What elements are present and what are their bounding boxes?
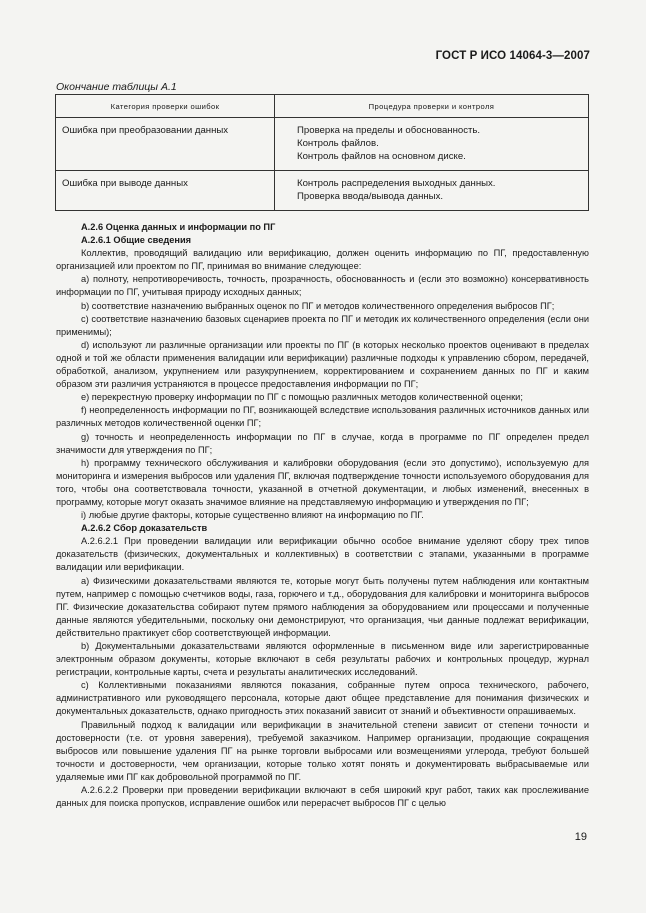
column-header-procedure: Процедура проверки и контроля [275,95,589,118]
table-header-row [56,95,589,118]
table-cell-category: Ошибка при выводе данных [56,171,275,211]
table-cell-procedure [275,118,589,171]
table-cell-procedure [275,171,589,211]
list-item: с) соответствие назначению базовых сценариев проекта по ПГ и методик их количественного определения (если они применимы); [56,313,589,337]
list-item: с) Коллективными показаниями являются показания, собранные путем опроса технического, рабочего, административного или руководящего персонала, которые дают общее представление для понимания физических и документальных доказательств, однако пригодность этих показаний зависит от знаний и объективности опрашиваемых. [56,680,589,717]
page-number: 19 [574,831,587,843]
table-cell-category: Ошибка при преобразовании данных [56,118,275,171]
list-item: е) перекрестную проверку информации по ПГ с помощью различных методов количественной оценки; [81,392,523,403]
column-header-category: Категория проверки ошибок [56,95,275,118]
list-item: f) неопределенность информации по ПГ, возникающей вследствие использования различных источников данных или различных методов количественной оценки ПГ; [56,405,589,429]
table-row [56,118,589,171]
list-item: h) программу технического обслуживания и калибровки оборудования (если это допустимо), используемую для мониторинга и измерения выбросов или удаления ПГ, включая подтверждение точности используемого оборудования для того, чтобы она соответствовала точности, указанной в отчетной документации, и любых изменений, внесенных в программу, которые могут оказать значимое влияние на представляемую информацию и утверждения по ПГ; [56,457,589,507]
list-item: i) любые другие факторы, которые существенно влияют на информацию по ПГ. [81,510,424,521]
table-row [56,171,589,211]
paragraph: А.2.6.2.1 При проведении валидации или верификации обычно особое внимание уделяют сбору трех типов доказательств (физических, документальных и коллективных) в соответствии с этапами, указанными в программе валидации или верификации. [56,536,589,573]
procedure-line: Проверка ввода/вывода данных. [297,191,444,202]
section-heading: А.2.6 Оценка данных и информации по ПГ [81,222,276,232]
list-item: g) точность и неопределенность информации по ПГ в случае, когда в программе по ПГ определен предел значимости для утверждения по ПГ; [56,431,589,455]
paragraph: Правильный подход к валидации или верификации в значительной степени зависит от степени точности и достоверности (т.е. от уровня заверения), требуемой заказчиком. Например организации, продающие сокращения выбросов или повышение удаления ПГ на рынке торговли выбросами или возмещениями углерода, требуют большей точности и достоверности, чем организации, которые только хотят понять и документировать выбрасываемые или удаляемые ими ПГ как добровольной программой по ПГ. [56,719,589,782]
error-check-table [55,94,589,211]
list-item: а) Физическими доказательствами являются те, которые могут быть получены путем наблюдения или контактным путем, например с помощью счетчиков воды, газа, горючего и т.д., оборудования для калибровки и мониторинга выбросов ПГ. Физические доказательства собирают путем прямого наблюдения за оборудованием или процессами и полученные данные являются убедительными, поскольку они демонстрируют, что организация, чьи данные подлежат верификации, действительно практикует сбор соответствующей информации. [56,575,589,638]
table-caption: Окончание таблицы А.1 [56,81,177,93]
document-header: ГОСТ Р ИСО 14064-3—2007 [435,50,590,62]
list-item: d) используют ли различные организации или проекты по ПГ (в которых несколько проектов оценивают в пределах одной и той же области применения валидации или верификации) различные подходы к управлению сбором, передачей, обработкой, анализом, укрупнением или разукрупнением, корректированием и сохранением данных по ПГ и каким образом эти различия устраняются в процессе предоставления информации по ПГ; [56,339,589,390]
procedure-line: Контроль распределения выходных данных. [297,178,496,189]
list-item: b) Документальными доказательствами являются оформленные в письменном виде или зарегистрированные электронным образом документы, которые включают в себя результаты рабочих и контрольных процедур, журнал регистрации, контрольные карты, счета и результаты аналитических исследований. [56,641,589,678]
list-item: а) полноту, непротиворечивость, точность, прозрачность, обоснованность и (если это возможно) консервативность информации по ПГ, учитывая природу исходных данных; [56,274,589,298]
subsection-heading: А.2.6.1 Общие сведения [81,235,192,246]
procedure-line: Проверка на пределы и обоснованность. [297,125,481,136]
procedure-line: Контроль файлов на основном диске. [297,151,466,162]
paragraph: Коллектив, проводящий валидацию или верификацию, должен оценить информацию по ПГ, предоставленную организацией или проектом по ПГ, принимая во внимание следующее: [56,248,589,272]
paragraph: А.2.6.2.2 Проверки при проведении верификации включают в себя широкий круг работ, таких как прослеживание данных для поиска пропусков, исправление ошибок или перерасчет выбросов ПГ с целью [56,785,589,809]
procedure-line: Контроль файлов. [297,138,379,149]
document-body [56,221,589,810]
subsection-heading: А.2.6.2 Сбор доказательств [81,523,208,534]
list-item: b) соответствие назначению выбранных оценок по ПГ и методов количественного определения выбросов ПГ; [81,300,555,311]
